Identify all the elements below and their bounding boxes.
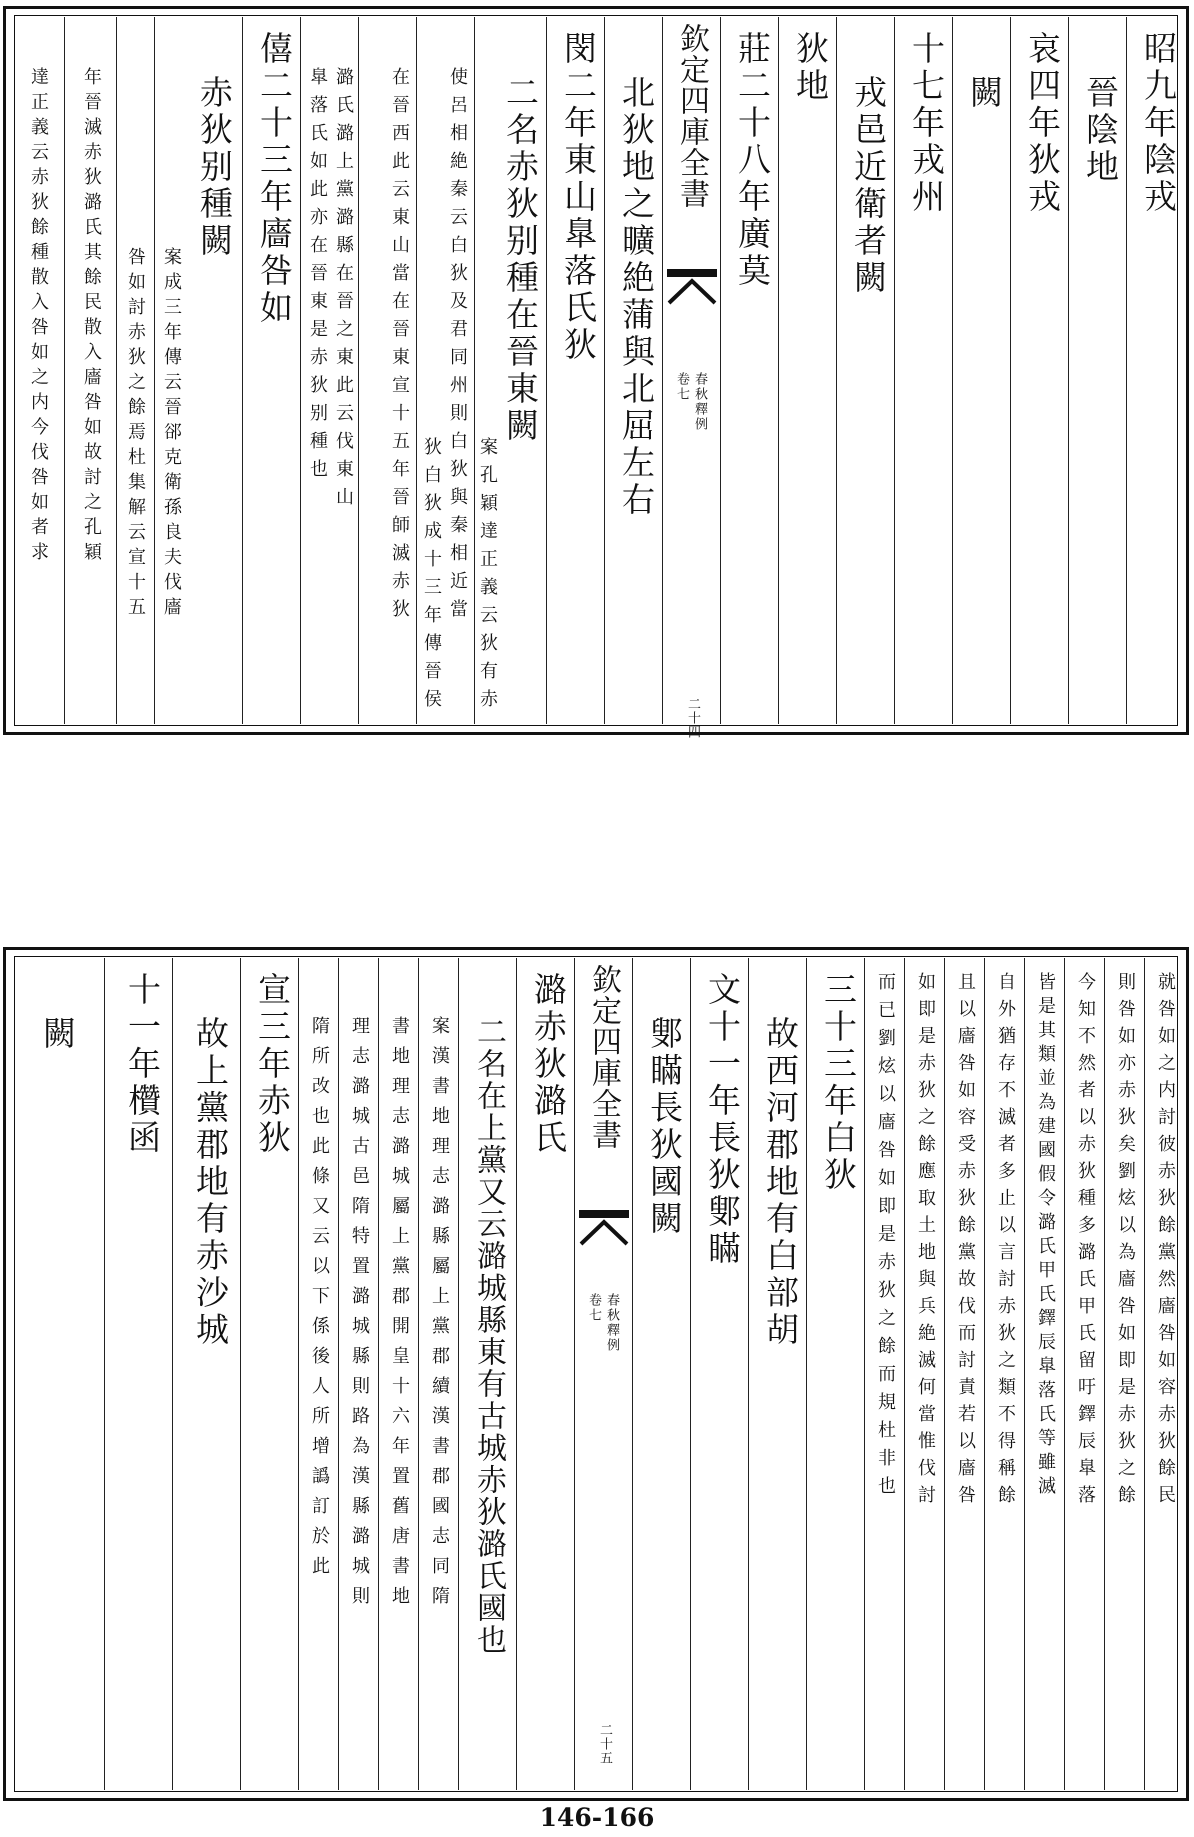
annotation: 書地理志潞城屬上黨郡開皇十六年置舊唐書地 (389, 1016, 410, 1616)
column-16 (418, 958, 458, 1790)
annotation: 則咎如亦赤狄矣劉炫以為廧咎如即是赤狄之餘 (1115, 972, 1136, 1512)
footer-page-number: 146-166 (539, 1803, 655, 1832)
column-4 (1024, 958, 1064, 1790)
text: 閔二年東山臯落氏狄 (559, 31, 598, 364)
column-5 (984, 958, 1024, 1790)
column-10 (604, 17, 662, 724)
annotation: 案漢書地理志潞縣屬上黨郡續漢書郡國志同隋 (429, 1016, 450, 1616)
column-19 (298, 958, 338, 1790)
text: 闕 (38, 1016, 77, 1053)
annotation: 就咎如之内討彼赤狄餘黨然廧咎如容赤狄餘民 (1155, 972, 1176, 1512)
text: 宣三年赤狄 (253, 972, 292, 1157)
column-15 (458, 958, 516, 1790)
text: 二名赤狄别種在晉東闕 (501, 75, 540, 445)
column-14 (516, 958, 574, 1790)
text: 鄋瞞長狄國闕 (645, 1016, 684, 1238)
text: 故西河郡地有白部胡 (761, 1016, 800, 1349)
book-title: 欽定四庫全書 (586, 964, 621, 1150)
column-13 (416, 17, 474, 724)
column-22 (104, 958, 172, 1790)
column-11 (546, 17, 604, 724)
annotation: 臯落氏如此亦在晉東是赤狄别種也 (307, 67, 328, 487)
text: 僖二十三年廧咎如 (255, 31, 294, 327)
annotation: 自外猶存不滅者多止以言討赤狄之類不得稱餘 (995, 972, 1016, 1512)
text: 三十三年白狄 (819, 972, 858, 1194)
annotation: 使呂相絶秦云白狄及君同州則白狄與秦相近當 (447, 67, 468, 627)
book-subtitle-b: 卷七 (674, 372, 689, 402)
column-21 (172, 958, 240, 1790)
book-subtitle-a: 春秋釋例 (692, 372, 707, 432)
column-16 (242, 17, 300, 724)
annotation: 年晉滅赤狄潞氏其餘民散入廧咎如故討之孔穎 (81, 67, 102, 567)
column-8 (864, 958, 904, 1790)
center-column (574, 958, 632, 1790)
column-12 (632, 958, 690, 1790)
center-column (662, 17, 720, 739)
text: 莊二十八年廣莫 (733, 31, 772, 290)
column-10 (748, 958, 806, 1790)
fish-tail-mark-icon (667, 269, 717, 305)
text: 晉陰地 (1081, 75, 1120, 186)
column-7 (904, 958, 944, 1790)
annotation: 如即是赤狄之餘應取土地與兵絶滅何當惟伐討 (915, 972, 936, 1512)
text: 哀四年狄戎 (1023, 31, 1062, 216)
fish-tail-mark-icon (579, 1210, 629, 1246)
annotation: 在晉西此云東山當在晉東宣十五年晉師滅赤狄 (389, 67, 410, 627)
text: 文十一年長狄鄋瞞 (703, 972, 742, 1268)
column-4 (952, 17, 1010, 724)
annotation: 達正義云赤狄餘種散入咎如之内今伐咎如者求 (28, 67, 49, 567)
column-2 (1068, 17, 1126, 724)
text: 戎邑近衛者闕 (849, 75, 888, 297)
text: 二名在上黨又云潞城縣東有古城赤狄潞氏國也 (471, 1016, 506, 1656)
column-6 (836, 17, 894, 724)
annotation: 今知不然者以赤狄種多潞氏甲氏留吁鐸辰臯落 (1075, 972, 1096, 1512)
column-18 (338, 958, 378, 1790)
column-23 (14, 958, 104, 1790)
column-1 (1126, 17, 1184, 724)
column-11 (690, 958, 748, 1790)
column-15 (300, 17, 358, 724)
annotation: 案孔穎達正義云狄有赤 (477, 437, 498, 717)
column-17 (154, 17, 242, 724)
column-8 (720, 17, 778, 724)
column-9 (806, 958, 864, 1790)
text: 闕 (965, 75, 1004, 112)
book-subtitle-b: 卷七 (586, 1293, 601, 1323)
column-18 (116, 17, 154, 724)
text: 潞赤狄潞氏 (529, 972, 568, 1157)
annotation: 潞氏潞上黨潞縣在晉之東此云伐東山 (333, 67, 354, 515)
page-number: 二十五 (597, 1723, 612, 1765)
annotation: 咎如討赤狄之餘焉杜集解云宣十五 (125, 247, 146, 622)
column-5 (894, 17, 952, 724)
text: 十七年戎州 (907, 31, 946, 216)
annotation: 狄白狄成十三年傳晉侯 (421, 437, 442, 717)
column-1 (1144, 958, 1184, 1790)
annotation: 皆是其類並為建國假令潞氏甲氏鐸辰臯落氏等雖滅 (1035, 972, 1056, 1500)
column-7 (778, 17, 836, 724)
text: 北狄地之曠絶蒲與北屈左右 (617, 75, 656, 519)
column-6 (944, 958, 984, 1790)
text: 狄地 (791, 31, 830, 105)
column-3 (1010, 17, 1068, 724)
annotation: 案成三年傳云晉郤克衛孫良夫伐廧 (161, 247, 182, 622)
column-20 (240, 958, 298, 1790)
column-12 (474, 17, 546, 724)
annotation: 且以廧咎如容受赤狄餘黨故伐而討責若以廧咎 (955, 972, 976, 1512)
book-subtitle-a: 春秋釋例 (604, 1293, 619, 1353)
annotation: 而已劉炫以廧咎如即是赤狄之餘而規杜非也 (875, 972, 896, 1504)
column-17 (378, 958, 418, 1790)
text: 昭九年陰戎 (1139, 31, 1178, 216)
book-title: 欽定四庫全書 (674, 23, 709, 209)
column-20 (14, 17, 64, 724)
column-2 (1104, 958, 1144, 1790)
text: 十一年欑函 (123, 972, 162, 1157)
text: 故上黨郡地有赤沙城 (191, 1016, 230, 1349)
column-3 (1064, 958, 1104, 1790)
text: 赤狄别種闕 (195, 75, 234, 260)
annotation: 理志潞城古邑隋特置潞城縣則路為漢縣潞城則 (349, 1016, 370, 1616)
page-number: 二十四 (685, 697, 700, 739)
annotation: 隋所改也此條又云以下係後人所增譌訂於此 (309, 1016, 330, 1586)
column-19 (64, 17, 116, 724)
column-14 (358, 17, 416, 724)
